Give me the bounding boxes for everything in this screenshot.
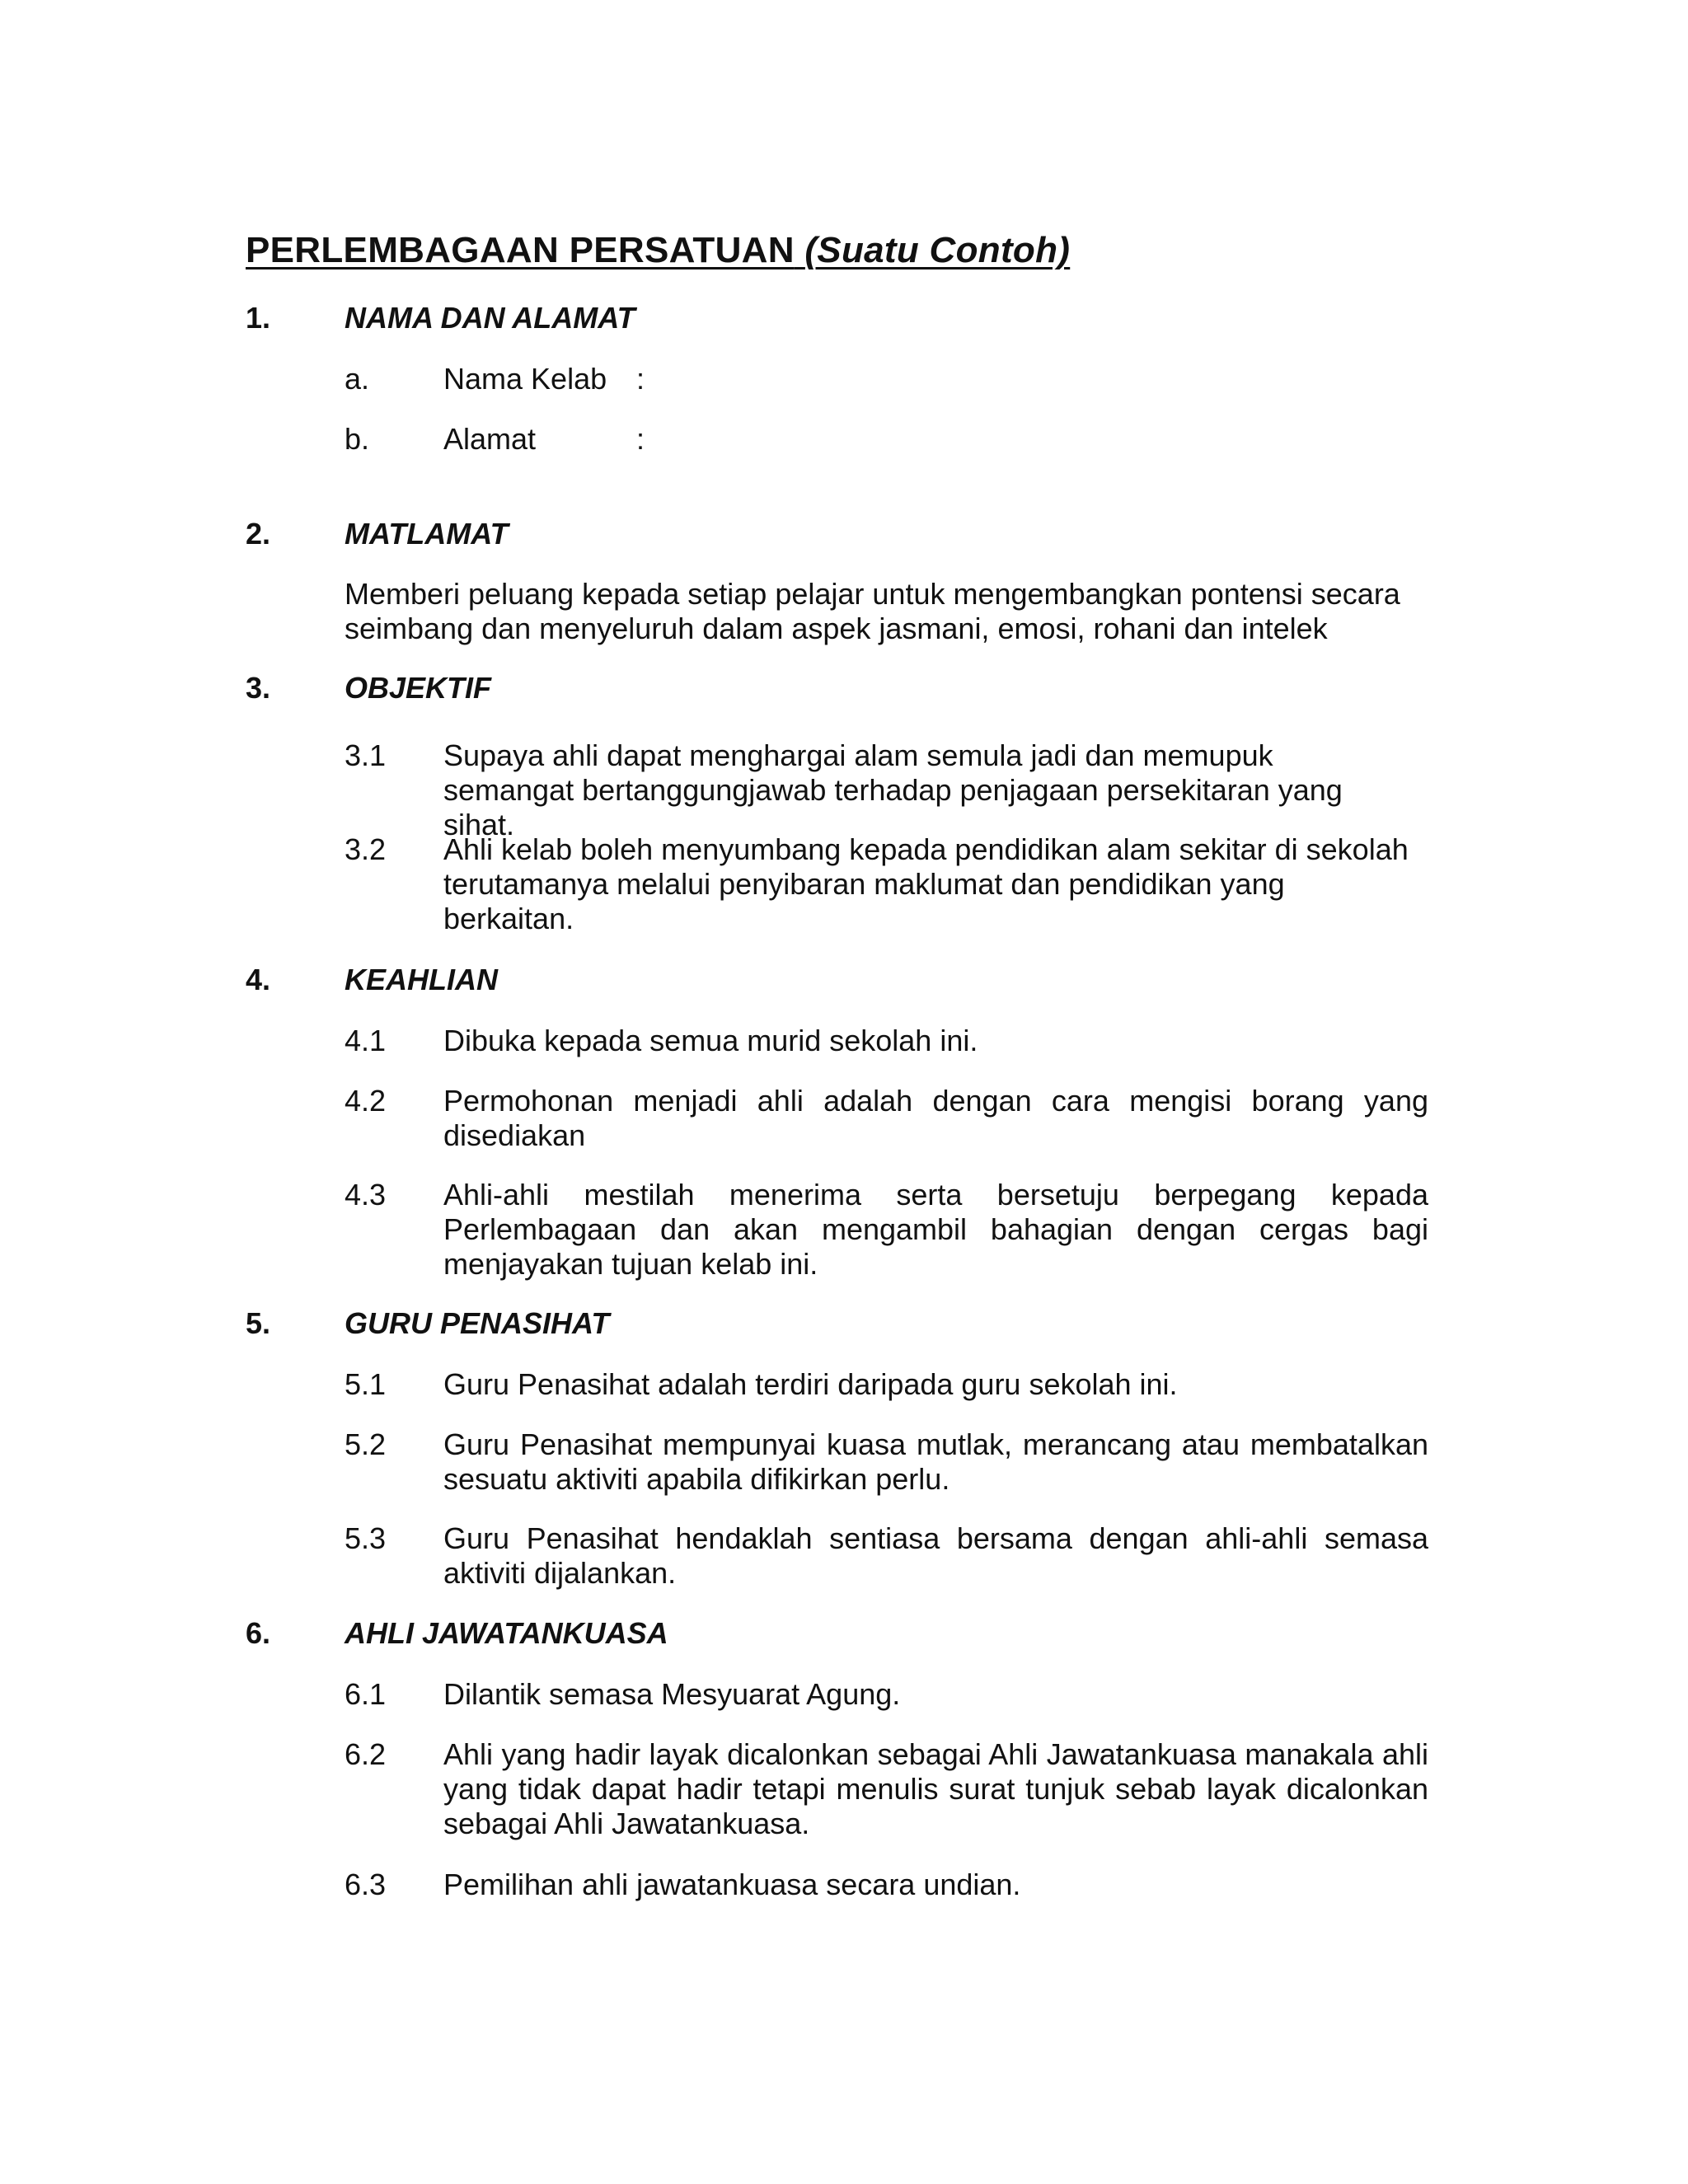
section-heading-2 (246, 517, 1482, 553)
item-number: 6.1 (345, 1677, 387, 1711)
section-heading-4 (246, 963, 1482, 999)
section-heading-5 (246, 1306, 1482, 1343)
section-number: 2. (246, 517, 271, 551)
item-text: Guru Penasihat mempunyai kuasa mutlak, merancang atau membatalkan sesuatu aktiviti apabila difikirkan perlu. (443, 1427, 1428, 1496)
section-paragraph: Memberi peluang kepada setiap pelajar untuk mengembangkan pontensi secara seimbang dan menyeluruh dalam aspek jasmani, emosi, rohani dan intelek (345, 577, 1400, 645)
title-subtitle: (Suatu Contoh) (804, 230, 1071, 270)
section-number: 5. (246, 1306, 271, 1340)
item-number: 5.3 (345, 1521, 387, 1555)
field-label: a. (345, 362, 370, 396)
item-number: 4.3 (345, 1178, 387, 1212)
section-title: MATLAMAT (345, 517, 509, 551)
item-text: Guru Penasihat hendaklah sentiasa bersama dengan ahli-ahli semasa aktiviti dijalankan. (443, 1521, 1428, 1590)
item-text: Pemilihan ahli jawatankuasa secara undian. (443, 1868, 1021, 1901)
item-text: Ahli yang hadir layak dicalonkan sebagai Ahli Jawatankuasa manakala ahli yang tidak dapat hadir tetapi menulis surat tunjuk sebab layak dicalonkan sebagai Ahli Jawatankuasa. (443, 1737, 1428, 1840)
section-title: NAMA DAN ALAMAT (345, 301, 635, 335)
field-colon: : (636, 362, 645, 396)
item-number: 5.1 (345, 1367, 387, 1401)
title-main: PERLEMBAGAAN PERSATUAN (246, 230, 795, 270)
field-name: Alamat (443, 422, 537, 456)
section-number: 4. (246, 963, 271, 996)
field-row-nama-kelab (345, 362, 1086, 398)
field-row-alamat (345, 422, 1086, 458)
page-title (246, 230, 1071, 270)
item-text: Ahli kelab boleh menyumbang kepada pendidikan alam sekitar di sekolah terutamanya melalui penyibaran maklumat dan pendidikan yang berkaitan. (443, 832, 1409, 935)
item-number: 4.2 (345, 1084, 387, 1118)
section-heading-3 (246, 671, 1482, 707)
item-text: Guru Penasihat adalah terdiri daripada guru sekolah ini. (443, 1367, 1178, 1401)
section-number: 1. (246, 301, 271, 335)
item-text: Permohonan menjadi ahli adalah dengan cara mengisi borang yang disediakan (443, 1084, 1428, 1152)
item-text: Ahli-ahli mestilah menerima serta bersetuju berpegang kepada Perlembagaan dan akan mengambil bahagian dengan cergas bagi menjayakan tujuan kelab ini. (443, 1178, 1428, 1281)
field-colon: : (636, 422, 645, 456)
section-title: AHLI JAWATANKUASA (345, 1616, 668, 1650)
field-name: Nama Kelab (443, 362, 607, 396)
item-number: 3.1 (345, 738, 387, 772)
item-text: Supaya ahli dapat menghargai alam semula jadi dan memupuk semangat bertanggungjawab terhadap penjagaan persekitaran yang sihat. (443, 738, 1343, 841)
section-number: 6. (246, 1616, 271, 1650)
field-label: b. (345, 422, 370, 456)
item-text: Dilantik semasa Mesyuarat Agung. (443, 1677, 901, 1711)
item-number: 3.2 (345, 832, 387, 866)
item-number: 4.1 (345, 1024, 387, 1057)
item-text: Dibuka kepada semua murid sekolah ini. (443, 1024, 978, 1057)
section-heading-6 (246, 1616, 1482, 1652)
item-number: 5.2 (345, 1427, 387, 1461)
section-number: 3. (246, 671, 271, 705)
section-title: KEAHLIAN (345, 963, 498, 996)
item-number: 6.3 (345, 1868, 387, 1901)
section-title: GURU PENASIHAT (345, 1306, 610, 1340)
section-title: OBJEKTIF (345, 671, 492, 705)
section-heading-1 (246, 301, 1482, 337)
item-number: 6.2 (345, 1737, 387, 1771)
